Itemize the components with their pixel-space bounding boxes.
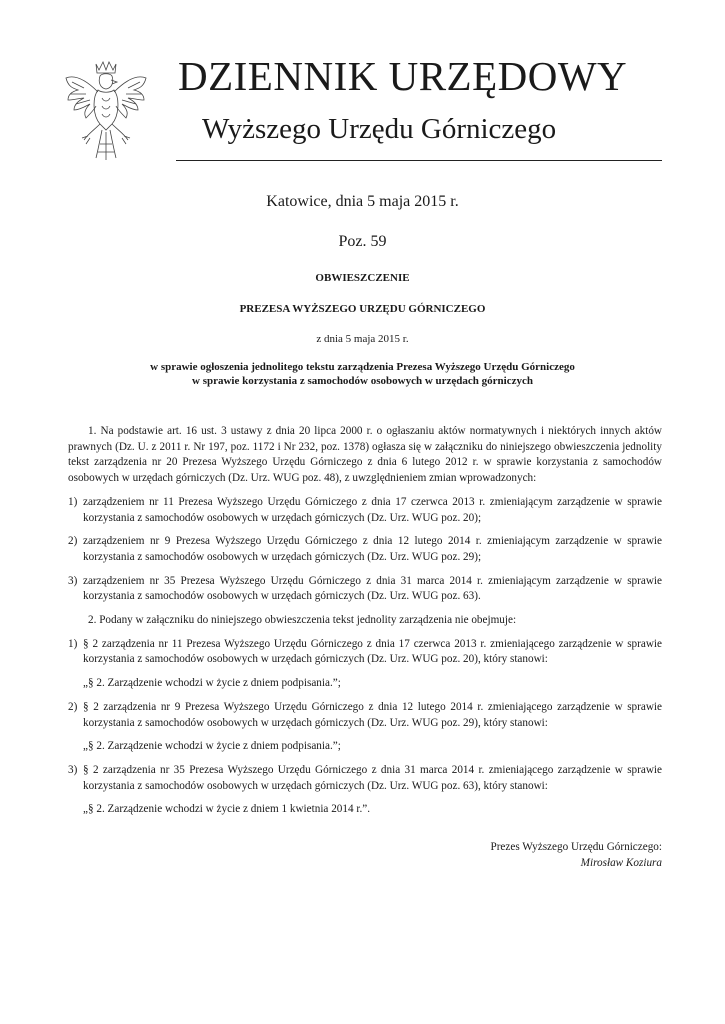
- signatory-role: Prezes Wyższego Urzędu Górniczego:: [490, 841, 662, 853]
- list-item-number: 3): [68, 763, 78, 776]
- announcement-date: z dnia 5 maja 2015 r.: [316, 333, 409, 345]
- paragraph-1: 1. Na podstawie art. 16 ust. 3 ustawy z dnia 20 lipca 2000 r. o ogłaszaniu aktów normatywnych i niektórych innych aktów prawnych (Dz. U. z 2011 r. Nr 197, poz. 1172 i Nr 232, poz. 1378) ogłasza się w załączniku do niniejszego obwieszczenia jednolity tekst zarządzenia nr 20 Prezesa Wyższego Urzędu Górniczego z dnia 6 lutego 2012 r. w sprawie korzystania z samochodów osobowych w urzędach górniczych (Dz. Urz. WUG poz. 48), z uwzględnieniem zmian wprowadzonych:: [68, 425, 662, 485]
- list-item: [68, 700, 662, 731]
- list-item: [68, 495, 662, 526]
- masthead-divider: [176, 160, 662, 161]
- list-item-text: § 2 zarządzenia nr 35 Prezesa Wyższego Urzędu Górniczego z dnia 31 marca 2014 r. zmieniającego zarządzenie w sprawie korzystania z samochodów osobowych w urzędach górniczych (Dz. Urz. WUG poz. 63), który stanowi:: [83, 763, 662, 792]
- list-item-number: 2): [68, 535, 78, 548]
- quoted-provision: „§ 2. Zarządzenie wchodzi w życie z dniem 1 kwietnia 2014 r.”.: [83, 803, 371, 816]
- signatory-name: Mirosław Koziura: [580, 856, 662, 869]
- list-item-text: zarządzeniem nr 9 Prezesa Wyższego Urzędu Górniczego z dnia 12 lutego 2014 r. zmieniającym zarządzenie w sprawie korzystania z samochodów osobowych w urzędach górniczych (Dz. Urz. WUG poz. 29);: [83, 535, 662, 563]
- paragraph-2: 2. Podany w załączniku do niniejszego obwieszczenia tekst jednolity zarządzenia nie obejmuje:: [88, 614, 517, 627]
- position-number: Poz. 59: [338, 233, 387, 250]
- list-item: [68, 574, 662, 605]
- list-item-number: 3): [68, 574, 78, 587]
- list-item-text: § 2 zarządzenia nr 11 Prezesa Wyższego Urzędu Górniczego z dnia 17 czerwca 2013 r. zmieniającego zarządzenie w sprawie korzystania z samochodów osobowych w urzędach górniczych (Dz. Urz. WUG poz. 20), który stanowi:: [83, 637, 662, 666]
- place-date: Katowice, dnia 5 maja 2015 r.: [266, 193, 459, 210]
- list-item: [68, 534, 662, 565]
- announcement-subject-line-1: w sprawie ogłoszenia jednolitego tekstu zarządzenia Prezesa Wyższego Urzędu Górniczego: [150, 361, 575, 373]
- list-item-number: 2): [68, 700, 78, 713]
- list-item-number: 1): [68, 637, 78, 650]
- list-item: [68, 763, 662, 794]
- list-item-text: zarządzeniem nr 11 Prezesa Wyższego Urzędu Górniczego z dnia 17 czerwca 2013 r. zmieniającym zarządzenie w sprawie korzystania z samochodów osobowych w urzędach górniczych (Dz. Urz. WUG poz. 20);: [83, 495, 662, 524]
- list-item-text: § 2 zarządzenia nr 9 Prezesa Wyższego Urzędu Górniczego z dnia 12 lutego 2014 r. zmieniającego zarządzenie w sprawie korzystania z samochodów osobowych w urzędach górniczych (Dz. Urz. WUG poz. 29), który stanowi:: [83, 700, 662, 729]
- masthead-subtitle: Wyższego Urzędu Górniczego: [202, 113, 557, 145]
- announcement-heading: OBWIESZCZENIE: [315, 272, 410, 284]
- document-body: [68, 424, 662, 826]
- signature-block: [490, 840, 662, 871]
- list-item: [68, 637, 662, 668]
- list-item-text: zarządzeniem nr 35 Prezesa Wyższego Urzędu Górniczego z dnia 31 marca 2014 r. zmieniającym zarządzenie w sprawie korzystania z samochodów osobowych w urzędach górniczych (Dz. Urz. WUG poz. 63).: [83, 574, 662, 603]
- announcement-issuer: PREZESA WYŻSZEGO URZĘDU GÓRNICZEGO: [239, 303, 486, 315]
- list-item-number: 1): [68, 495, 78, 508]
- quoted-provision: „§ 2. Zarządzenie wchodzi w życie z dniem podpisania.”;: [83, 677, 341, 690]
- quoted-provision: „§ 2. Zarządzenie wchodzi w życie z dniem podpisania.”;: [83, 740, 341, 753]
- masthead-title: DZIENNIK URZĘDOWY: [178, 53, 628, 99]
- announcement-subject-line-2: w sprawie korzystania z samochodów osobowych w urzędach górniczych: [192, 375, 533, 387]
- polish-eagle-emblem-icon: [62, 58, 150, 164]
